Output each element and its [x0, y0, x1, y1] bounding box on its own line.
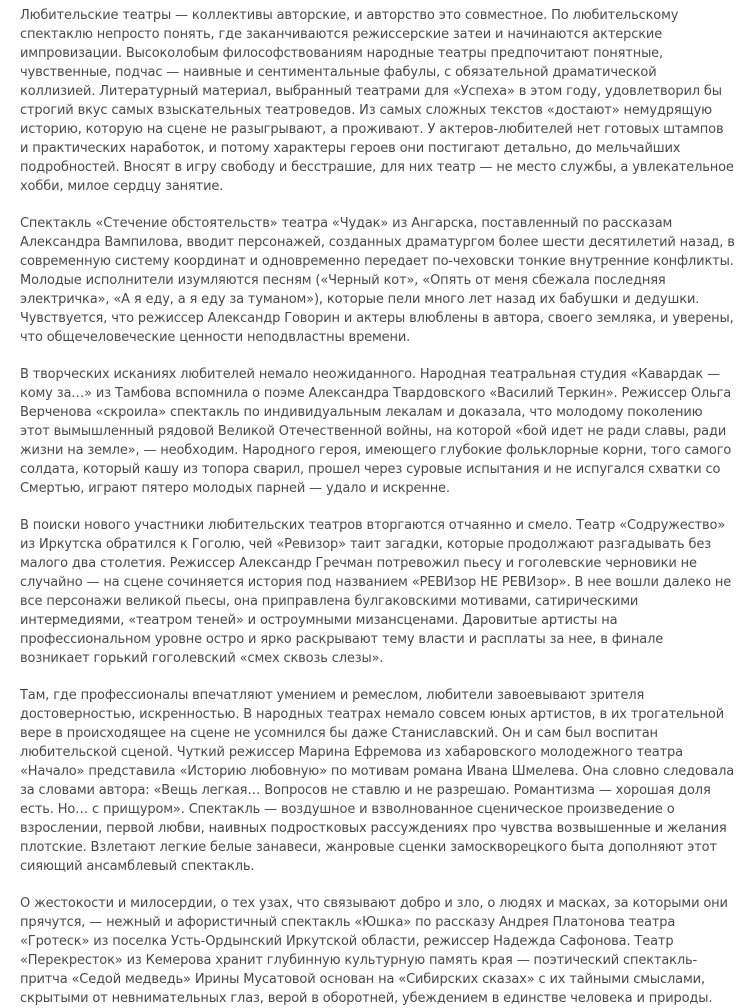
article-paragraph-4: В поиски нового участники любительских театров вторгаются отчаянно и смело. Театр «Содружество» из Иркутска обратился к Гоголю, чей «Ревизор» таит загадки, которые продолжают разгадывать без малого два столетия. Режиссер Александр Гречман потревожил пьесу и гоголевские черновики не случайно — на сцене сочиняется история под названием «РЕВИзор НЕ РЕВИзор». В нее вошли далеко не все персонажи великой пьесы, она приправлена булгаковскими мотивами, сатирическими интермедиями, «театром теней» и остроумными мизансценами. Даровитые артисты на профессиональном уровне остро и ярко раскрывают тему власти и расплаты за нее, в финале возникает горький гоголевский «смех сквозь слезы».: [20, 518, 732, 666]
article-paragraph-1: Любительские театры — коллективы авторские, и авторство это совместное. По любительскому спектаклю непросто понять, где заканчиваются режиссерские затеи и начинаются актерские импровизации. Высоколобым философствованиям народные театры предпочитают понятные, чувственные, подчас — наивные и сентиментальные фабулы, с обязательной драматической коллизией. Литературный материал, выбранный театрами для «Успеха» в этом году, удовлетворил бы строгий вкус самых взыскательных театроведов. Из самых сложных текстов «достают» немудрящую историю, которую на сцене не разыгрывают, а проживают. У актеров-любителей нет готовых штампов и практических наработок, и потому характеры героев они постигают детально, до мельчайших подробностей. Вносят в игру свободу и бесстрашие, для них театр — не место службы, а увлекательное хобби, милое сердцу занятие.: [20, 8, 734, 194]
article-paragraph-6: О жестокости и милосердии, о тех узах, что связывают добро и зло, о людях и масках, за которыми они прячутся, — нежный и афористичный спектакль «Юшка» по рассказу Андрея Платонова театра «Гротеск» из поселка Усть-Ордынский Иркутской области, режиссер Надежда Сафонова. Театр «Перекресток» из Кемерова хранит глубинную культурную память края — поэтический спектакль-притча «Седой медведь» Ирины Мусатовой основан на «Сибирских сказах» с их тайными смыслами, скрытыми от невнимательных глаз, верой в оборотней, убеждением в единстве человека и природы.: [20, 896, 728, 1006]
article-paragraph-2: Спектакль «Стечение обстоятельств» театра «Чудак» из Ангарска, поставленный по рассказам Александра Вампилова, вводит персонажей, созданных драматургом более шести десятилетий назад, в современную систему координат и одновременно передает по-чеховски тонкие внутренние конфликты. Молодые исполнители изумляются песням («Черный кот», «Опять от меня сбежала последняя электричка», «А я еду, а я еду за туманом»), которые пели много лет назад их бабушки и дедушки. Чувствуется, что режиссер Александр Говорин и актеры влюблены в автора, своего земляка, и уверены, что общечеловеческие ценности неподвластны времени.: [20, 216, 735, 345]
article-paragraph-5: Там, где профессионалы впечатляют умением и ремеслом, любители завоевывают зрителя достоверностью, искренностью. В народных театрах немало совсем юных артистов, в их трогательной вере в происходящее на сцене не усомнился бы даже Станиславский. Он и сам был воспитан любительской сценой. Чуткий режиссер Марина Ефремова из хабаровского молодежного театра «Начало» представила «Историю любовную» по мотивам романа Ивана Шмелева. Она словно следовала за словами автора: «Вещь легкая… Вопросов не ставлю и не разрешаю. Романтизма — хорошая доля есть. Но… с прищуром». Спектакль — воздушное и взволнованное сценическое произведение о взрослении, первой любви, наивных подростковых рассуждениях про чувства возвышенные и желания плотские. Взлетают легкие белые занавеси, жанровые сценки замоскворецкого быта дополняют этот сияющий ансамблевый спектакль.: [20, 688, 735, 874]
article-paragraph-3: В творческих исканиях любителей немало неожиданного. Народная театральная студия «Кавардак — кому за…» из Тамбова вспомнила о поэме Александра Твардовского «Василий Теркин». Режиссер Ольга Верченова «скроила» спектакль по индивидуальным лекалам и доказала, что молодому поколению этот вымышленный рядовой Великой Отечественной войны, на которой «бой идет не ради славы, ради жизни на земле», — необходим. Народного героя, имеющего глубокие фольклорные корни, того самого солдата, который кашу из топора сварил, прошел через суровые испытания и не испугался схватки со Смертью, играют пятеро молодых парней — удало и искренне.: [20, 367, 732, 496]
